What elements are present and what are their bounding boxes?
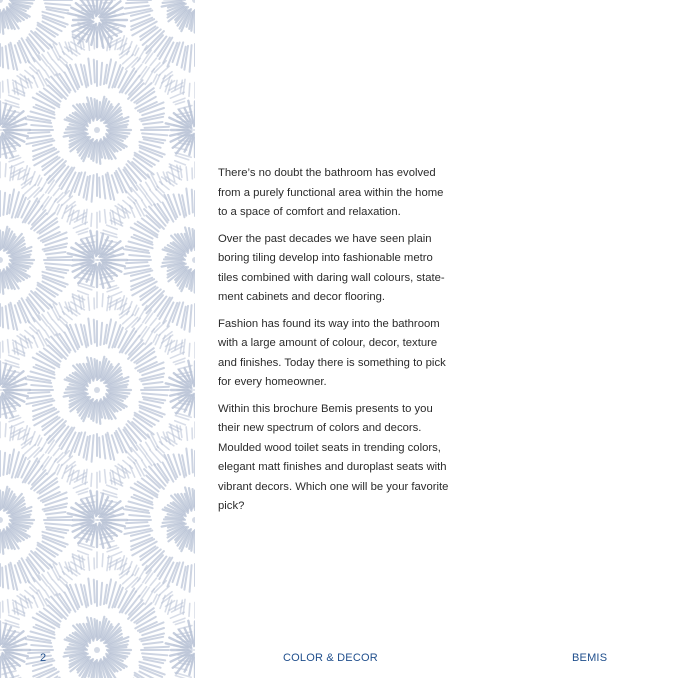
paragraph-2 bbox=[218, 230, 468, 308]
text-line: and finishes. Today there is something to pick bbox=[218, 356, 446, 369]
page-number: 2 bbox=[40, 652, 47, 664]
section-title: COLOR & DECOR bbox=[283, 652, 378, 664]
text-line: There’s no doubt the bathroom has evolved bbox=[218, 167, 436, 179]
mandala-motif bbox=[0, 101, 30, 158]
text-line: Over the past decades we have seen plain bbox=[218, 232, 432, 245]
paragraph-4 bbox=[218, 400, 468, 517]
text-line: for every homeowner. bbox=[218, 376, 327, 388]
paragraph-1 bbox=[218, 164, 468, 223]
text-line: tiles combined with daring wall colours, state- bbox=[218, 271, 445, 284]
brand-name: BEMIS bbox=[572, 652, 608, 664]
tie-dye-mandala-pattern-icon bbox=[0, 0, 195, 678]
tie-dye-pattern-strip bbox=[0, 0, 195, 678]
text-line: with a large amount of colour, decor, texture bbox=[218, 337, 438, 349]
text-line: ment cabinets and decor flooring. bbox=[218, 291, 386, 303]
text-line: their new spectrum of colors and decors. bbox=[218, 422, 422, 434]
text-line: Fashion has found its way into the bathroom bbox=[218, 317, 440, 330]
mandala-motif bbox=[0, 621, 30, 678]
text-line: pick? bbox=[218, 500, 245, 512]
mandala-motif bbox=[0, 361, 30, 418]
text-line: to a space of comfort and relaxation. bbox=[218, 206, 401, 218]
text-line: from a purely functional area within the home bbox=[218, 186, 444, 199]
text-line: Moulded wood toilet seats in trending colors, bbox=[218, 441, 441, 454]
paragraph-3 bbox=[218, 315, 468, 393]
mandala-motif bbox=[68, 0, 127, 48]
text-line: boring tiling develop into fashionable metro bbox=[218, 252, 433, 264]
intro-text-block bbox=[218, 164, 468, 524]
text-line: vibrant decors. Which one will be your favorite bbox=[218, 480, 449, 493]
text-line: elegant matt finishes and duroplast seats with bbox=[218, 461, 447, 473]
text-line: Within this brochure Bemis presents to you bbox=[218, 402, 433, 415]
